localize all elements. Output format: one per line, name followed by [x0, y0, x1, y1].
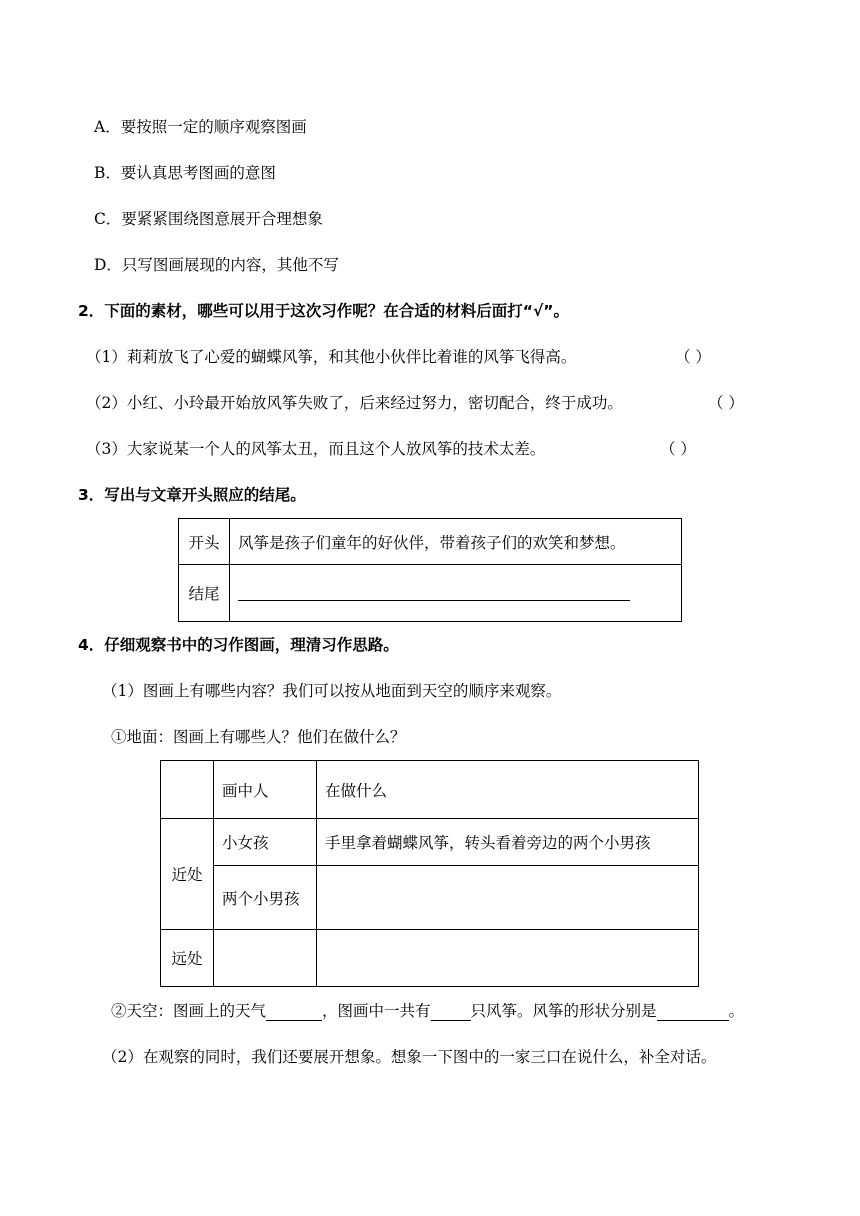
q4-person-boys: 两个小男孩 [214, 866, 317, 930]
q2-answer-paren-2[interactable]: （ ） [708, 394, 744, 412]
kite-count-blank[interactable] [431, 1004, 471, 1021]
option-d: D．只写图画展现的内容，其他不写 [94, 256, 339, 274]
q4-ground-prompt: ①地面：图画上有哪些人？他们在做什么？ [111, 728, 406, 746]
question-3-title: 3．写出与文章开头照应的结尾。 [78, 486, 306, 504]
question-4-title: 4．仔细观察书中的习作图画，理清习作思路。 [78, 636, 399, 654]
q4-boys-doing-blank[interactable] [317, 866, 699, 930]
q4-sky-part-3: 只风筝。风筝的形状分别是 [470, 1002, 657, 1020]
q2-item-1: （1）莉莉放飞了心爱的蝴蝶风筝，和其他小伙伴比着谁的风筝飞得高。 [86, 348, 577, 366]
q4-sky-part-2: ，图画中一共有 [322, 1002, 431, 1020]
q3-label-ending: 结尾 [179, 565, 230, 622]
q4-sky-part-1: ②天空：图画上的天气 [111, 1002, 267, 1020]
q4-label-near: 近处 [161, 819, 214, 930]
option-c: C．要紧紧围绕图意展开合理想象 [94, 210, 323, 228]
q3-ending-blank[interactable] [238, 582, 630, 601]
weather-blank[interactable] [266, 1004, 322, 1021]
q2-answer-paren-1[interactable]: （ ） [675, 348, 711, 366]
q4-label-far: 远处 [161, 930, 214, 987]
q4-girl-doing: 手里拿着蝴蝶风筝，转头看着旁边的两个小男孩 [317, 819, 699, 866]
q4-person-girl: 小女孩 [214, 819, 317, 866]
q4-sky-part-4: 。 [728, 1002, 745, 1020]
option-b: B．要认真思考图画的意图 [94, 164, 276, 182]
q4-sub-1: （1）图画上有哪些内容？我们可以按从地面到天空的顺序来观察。 [102, 682, 562, 700]
kite-shape-blank[interactable] [657, 1004, 729, 1021]
q4-table [160, 760, 699, 987]
question-2-title: 2．下面的素材，哪些可以用于这次习作呢？在合适的材料后面打“√”。 [78, 302, 569, 320]
q4-header-people: 画中人 [214, 761, 317, 819]
q3-table [178, 518, 682, 622]
q4-sub-2: （2）在观察的同时，我们还要展开想象。想象一下图中的一家三口在说什么，补全对话。 [102, 1048, 717, 1066]
q3-label-opening: 开头 [179, 519, 230, 565]
q2-item-3: （3）大家说某一个人的风筝太丑，而且这个人放风筝的技术太差。 [86, 440, 546, 458]
q4-header-doing: 在做什么 [317, 761, 699, 819]
q3-ending-cell[interactable] [230, 565, 682, 622]
q4-table-corner [161, 761, 214, 819]
q4-far-doing-blank[interactable] [317, 930, 699, 987]
q4-far-person-blank[interactable] [214, 930, 317, 987]
q3-opening-text: 风筝是孩子们童年的好伙伴，带着孩子们的欢笑和梦想。 [230, 519, 682, 565]
q2-item-2: （2）小红、小玲最开始放风筝失败了，后来经过努力，密切配合，终于成功。 [86, 394, 623, 412]
option-a: A．要按照一定的顺序观察图画 [94, 118, 307, 136]
q4-sky-sentence [111, 1004, 744, 1021]
q2-answer-paren-3[interactable]: （ ） [660, 440, 696, 458]
